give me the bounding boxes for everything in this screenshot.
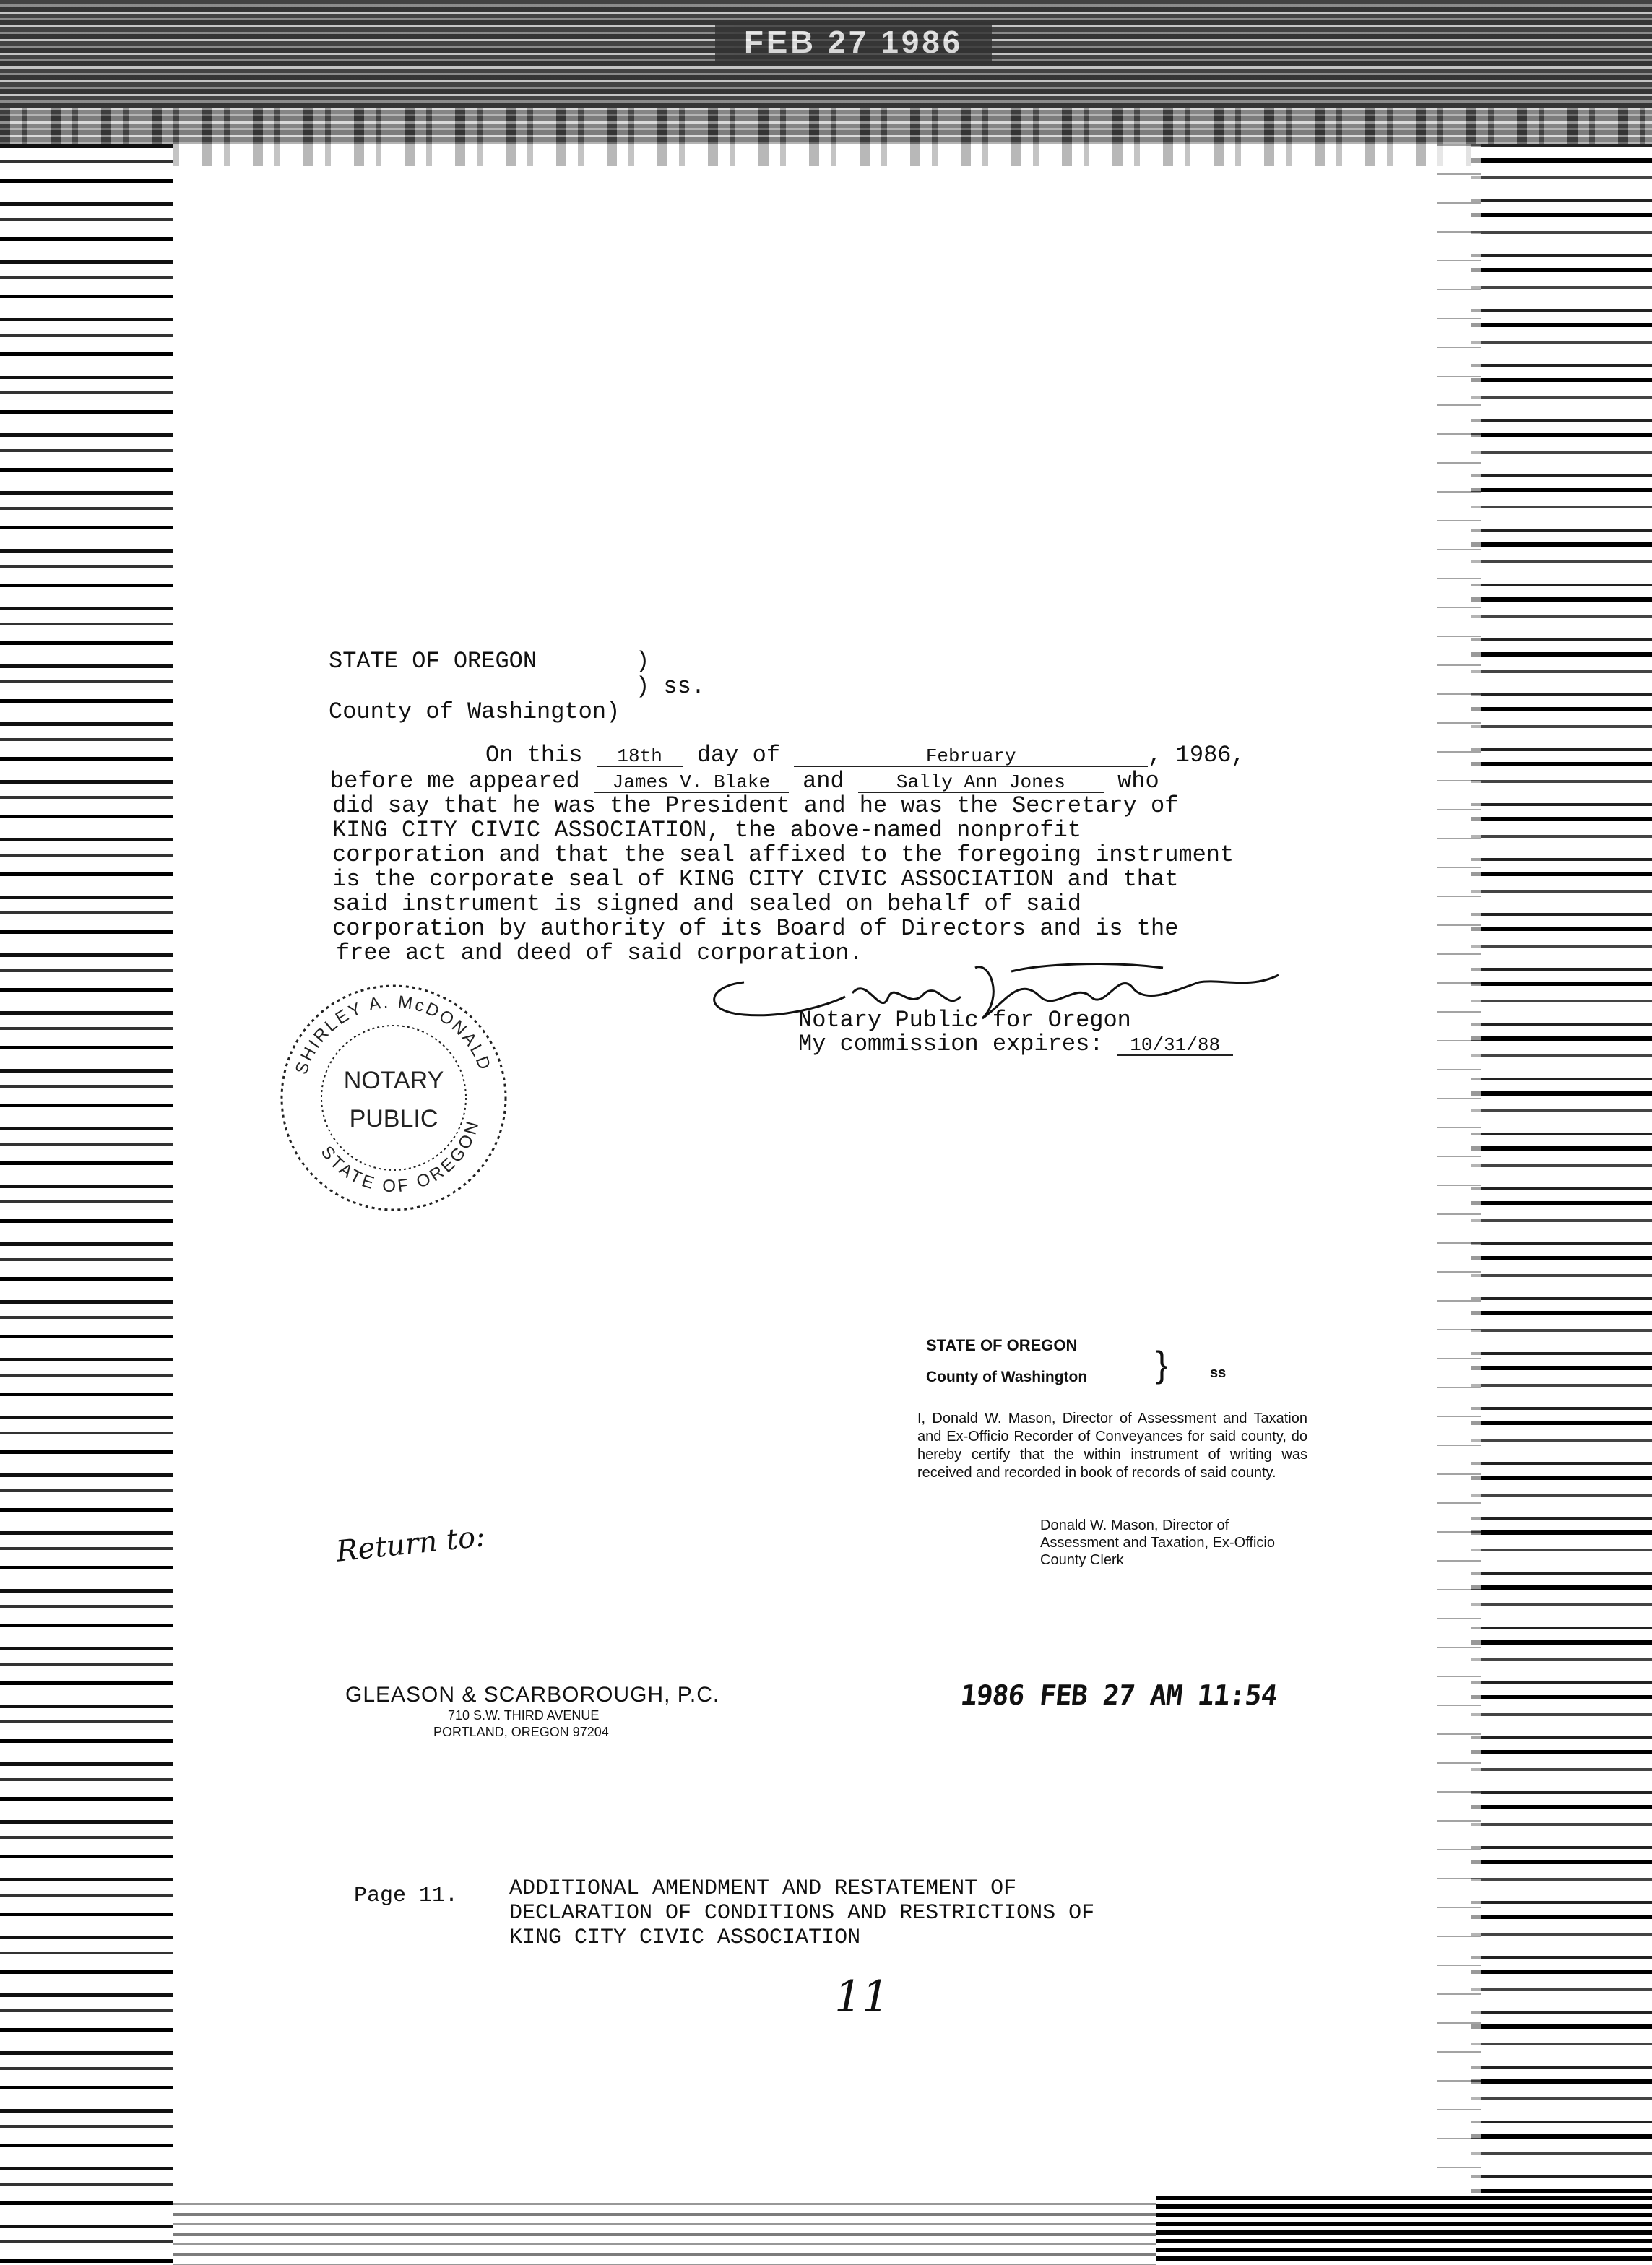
seal-outer-bottom: STATE OF OREGON — [316, 1117, 484, 1197]
law-firm-address-1: 710 S.W. THIRD AVENUE — [448, 1708, 600, 1723]
seal-center-public: PUBLIC — [349, 1105, 438, 1132]
seal-outer-top: SHIRLEY A. McDONALD — [291, 992, 496, 1077]
commission-date: 10/31/88 — [1117, 1036, 1233, 1056]
notary-body-line: free act and deed of said corporation. — [336, 940, 863, 966]
notary-body-line: KING CITY CIVIC ASSOCIATION, the above-named nonprofit — [332, 817, 1081, 844]
seal-center-notary: NOTARY — [343, 1067, 444, 1094]
return-to-handwritten: Return to: — [334, 1520, 487, 1569]
notary-paren: ) — [636, 648, 650, 675]
scan-noise-right — [1471, 144, 1652, 2265]
footer-title-line: DECLARATION OF CONDITIONS AND RESTRICTIONS OF — [509, 1901, 1095, 1926]
notary-line-2 — [330, 770, 1159, 793]
footer-title-line: ADDITIONAL AMENDMENT AND RESTATEMENT OF — [509, 1876, 1017, 1901]
notary-body-line: said instrument is signed and sealed on behalf of said — [332, 891, 1081, 917]
person-1-name: James V. Blake — [594, 773, 789, 793]
handwritten-page-number: 11 — [834, 1972, 890, 2022]
scan-noise-right-inner — [1437, 144, 1481, 2265]
scan-noise-left — [0, 144, 173, 2265]
scan-noise-bottom-right — [1156, 2196, 1652, 2265]
footer-page-label: Page 11. — [354, 1884, 459, 1908]
scan-noise-top-fade — [0, 108, 1652, 166]
person-2-name: Sally Ann Jones — [858, 773, 1104, 793]
commission-line — [798, 1033, 1233, 1056]
notary-body-line: is the corporate seal of KING CITY CIVIC ASSOCIATION and that — [332, 866, 1179, 893]
commission-label: My commission expires: — [798, 1031, 1104, 1057]
and-label: and — [803, 768, 844, 794]
law-firm-name: GLEASON & SCARBOROUGH, P.C. — [345, 1683, 720, 1707]
notary-body-line: corporation by authority of its Board of Directors and is the — [332, 915, 1179, 942]
month-value: February — [794, 747, 1148, 767]
notary-seal — [274, 979, 513, 1217]
notary-state: STATE OF OREGON — [329, 648, 537, 675]
day-value: 18th — [597, 747, 683, 767]
on-this-label: On this — [485, 742, 583, 768]
svg-text:SHIRLEY A. McDONALD — [292, 992, 495, 1077]
day-of-label: day of — [696, 742, 781, 768]
header-date-stamp: FEB 27 1986 — [715, 22, 992, 64]
notary-title: Notary Public for Oregon — [798, 1007, 1131, 1034]
recorder-signature-line: Donald W. Mason, Director of Assessment and Taxation, Ex-Officio County Clerk — [1040, 1517, 1275, 1568]
notary-line-1 — [485, 744, 1245, 767]
recorder-county: County of Washington — [926, 1369, 1088, 1385]
recorder-state: STATE OF OREGON — [926, 1336, 1078, 1354]
notary-county: County of Washington) — [329, 698, 620, 725]
recorder-ss: ss — [1210, 1365, 1227, 1381]
year-value: , 1986, — [1148, 742, 1245, 768]
notary-body-line: corporation and that the seal affixed to the foregoing instrument — [332, 841, 1234, 868]
footer-title-line: KING CITY CIVIC ASSOCIATION — [509, 1926, 861, 1950]
who-label: who — [1117, 768, 1159, 794]
recording-time-stamp: 1986 FEB 27 AM 11:54 — [959, 1679, 1279, 1711]
notary-ss: ) ss. — [636, 673, 706, 700]
law-firm-address-2: PORTLAND, OREGON 97204 — [433, 1725, 609, 1739]
notary-body-line: did say that he was the President and he was the Secretary of — [332, 792, 1179, 819]
recorder-brace: } — [1156, 1344, 1168, 1385]
recorder-certification: I, Donald W. Mason, Director of Assessment and Taxation and Ex-Officio Recorder of Conveyances for said county, do hereby certify that the within instrument of writing was received and recorded in book of records of said county. — [917, 1411, 1307, 1481]
appeared-label: before me appeared — [330, 768, 580, 794]
